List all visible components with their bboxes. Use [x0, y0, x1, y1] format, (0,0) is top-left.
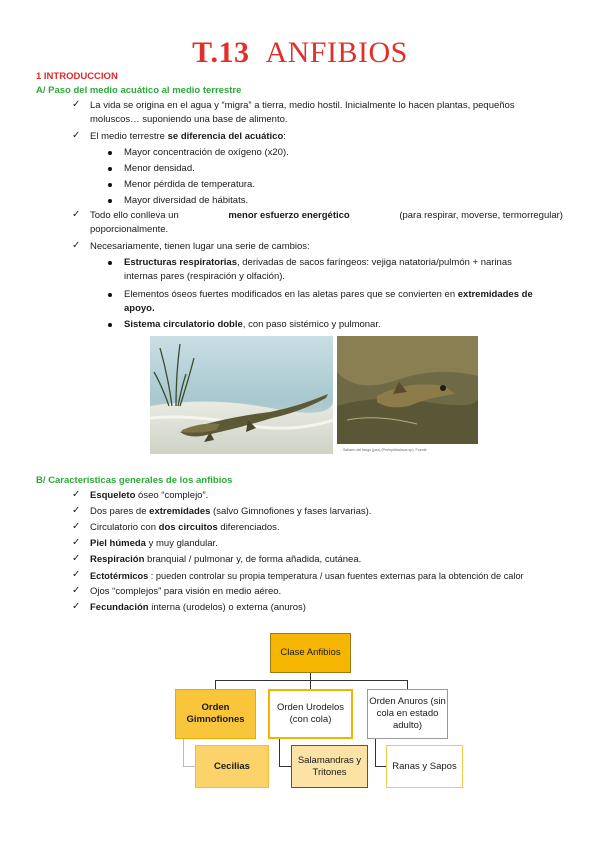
- connector: [310, 673, 311, 689]
- connector: [279, 739, 280, 767]
- page-title: T.13 ANFIBIOS: [192, 36, 408, 69]
- connector: [407, 680, 408, 689]
- check-icon: ✓: [72, 585, 81, 596]
- bullet-icon: [108, 167, 112, 171]
- subsection-heading-a: A/ Paso del medio acuático al medio terrestre: [36, 85, 242, 96]
- diagram-node-root: Clase Anfibios: [270, 633, 351, 673]
- diagram-node-urodelos: Orden Urodelos (con cola): [268, 689, 353, 739]
- list-item: Ojos “complejos” para visión en medio aéreo.: [90, 586, 282, 597]
- check-icon: ✓: [72, 99, 81, 110]
- list-item: Estructuras respiratorias, derivadas de sacos faríngeos: vejiga natatoria/pulmón + narinas internas pares (respiración y olfación).: [124, 257, 512, 282]
- list-item: Menor densidad.: [124, 163, 195, 174]
- diagram-node-anuros: Orden Anuros (sin cola en estado adulto): [367, 689, 448, 739]
- list-item: Piel húmeda y muy glandular.: [90, 538, 218, 549]
- photo-caption: Saltarín del fango (pez) (Periophthalmus sp). Fuente: [343, 448, 427, 452]
- list-item: Menor pérdida de temperatura.: [124, 179, 255, 190]
- check-icon: ✓: [72, 569, 81, 580]
- check-icon: ✓: [72, 209, 81, 220]
- bullet-icon: [108, 183, 112, 187]
- paragraph: Necesariamente, tienen lugar una serie de cambios:: [90, 241, 310, 252]
- connector: [375, 739, 376, 767]
- list-item: Sistema circulatorio doble, con paso sistémico y pulmonar.: [124, 319, 381, 330]
- fossil-tetrapod-illustration: [150, 336, 333, 454]
- list-item: Esqueleto óseo “complejo”.: [90, 490, 209, 501]
- bullet-icon: [108, 261, 112, 265]
- list-item: Elementos óseos fuertes modificados en las aletas pares que se convierten en extremidades de apoyo.: [124, 289, 533, 314]
- section-heading: 1 INTRODUCCION: [36, 71, 118, 82]
- connector: [183, 739, 184, 767]
- diagram-node-ranas: Ranas y Sapos: [386, 745, 463, 788]
- paragraph: Todo ello conlleva un menor esfuerzo energético (para respirar, moverse, termorregular) poporcionalmente.: [90, 210, 563, 235]
- mudskipper-photo: [337, 336, 478, 454]
- list-item: Mayor diversidad de hábitats.: [124, 195, 249, 206]
- bullet-icon: [108, 293, 112, 297]
- list-item: Respiración branquial / pulmonar y, de forma añadida, cutánea.: [90, 554, 362, 565]
- diagram-node-gimnofiones: Orden Gimnofiones: [175, 689, 256, 739]
- check-icon: ✓: [72, 521, 81, 532]
- check-icon: ✓: [72, 130, 81, 141]
- subsection-heading-b: B/ Características generales de los anfibios: [36, 475, 233, 486]
- bullet-icon: [108, 151, 112, 155]
- bullet-icon: [108, 323, 112, 327]
- check-icon: ✓: [72, 240, 81, 251]
- check-icon: ✓: [72, 489, 81, 500]
- paragraph: El medio terrestre se diferencia del acuático:: [90, 131, 286, 142]
- list-item: Mayor concentración de oxígeno (x20).: [124, 147, 289, 158]
- connector: [215, 680, 408, 681]
- diagram-node-cecilias: Cecilias: [195, 745, 269, 788]
- check-icon: ✓: [72, 505, 81, 516]
- connector: [279, 766, 291, 767]
- connector: [183, 766, 195, 767]
- diagram-node-salamandras: Salamandras y Tritones: [291, 745, 368, 788]
- check-icon: ✓: [72, 553, 81, 564]
- list-item: Fecundación interna (urodelos) o externa (anuros): [90, 602, 306, 613]
- check-icon: ✓: [72, 601, 81, 612]
- list-item: Ectotérmicos : pueden controlar su propia temperatura / usan fuentes externas para la obtención de calor: [90, 571, 524, 581]
- connector: [375, 766, 386, 767]
- list-item: Circulatorio con dos circuitos diferenciados.: [90, 522, 280, 533]
- paragraph: La vida se origina en el agua y “migra” a tierra, medio hostil. Inicialmente lo hacen plantas, pequeños moluscos… suponiendo una base de alimento.: [90, 100, 515, 125]
- list-item: Dos pares de extremidades (salvo Gimnofiones y fases larvarias).: [90, 506, 372, 517]
- check-icon: ✓: [72, 537, 81, 548]
- bullet-icon: [108, 199, 112, 203]
- connector: [215, 680, 216, 689]
